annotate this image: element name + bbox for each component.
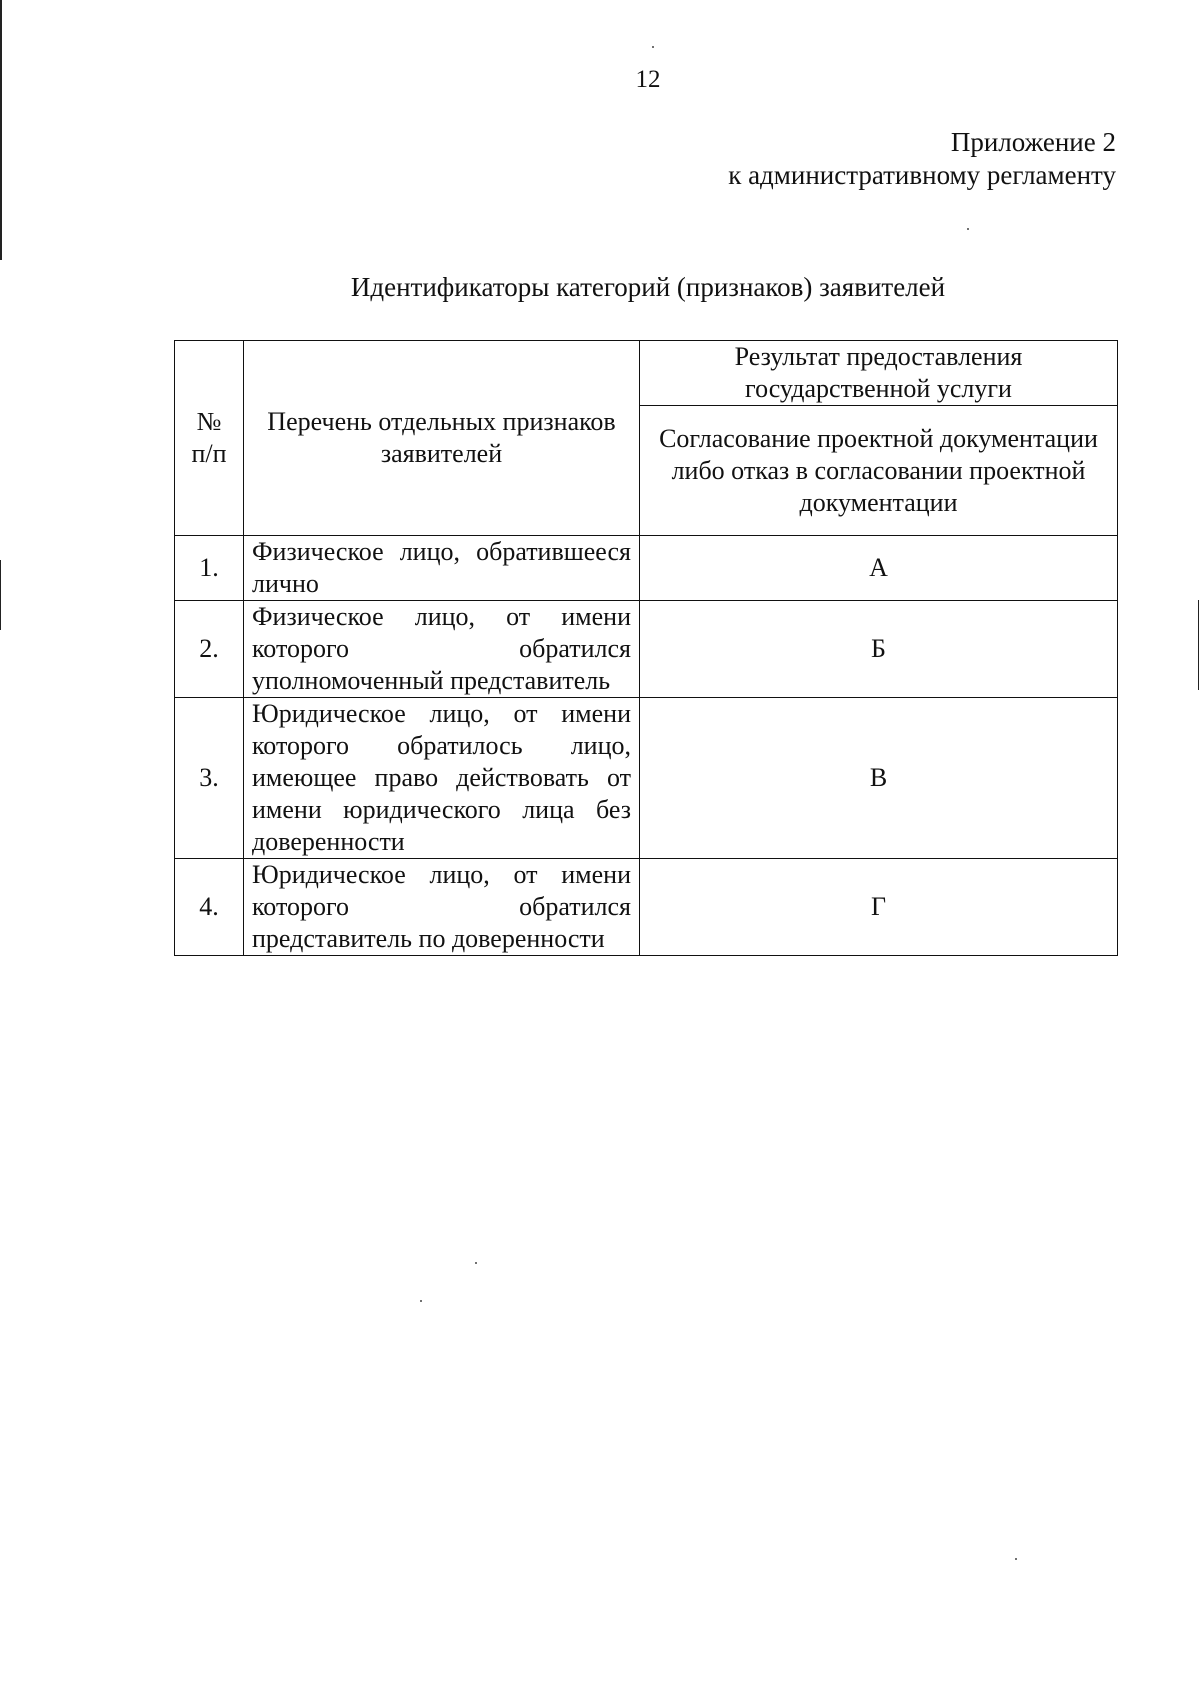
header-result-group: Результат предоставления государственной услуги xyxy=(640,341,1118,406)
row-number: 1. xyxy=(175,536,244,601)
scan-edge-line xyxy=(0,560,1,630)
table-row xyxy=(175,601,1118,698)
annex-reference: к административному регламенту xyxy=(728,160,1116,190)
row-number: 3. xyxy=(175,698,244,859)
page-number: 12 xyxy=(635,66,661,93)
scan-speck xyxy=(652,46,654,48)
header-number: № п/п xyxy=(175,341,244,536)
row-description: Юридическое лицо, от имени которого обратился представитель по доверенности xyxy=(244,859,640,956)
row-code: А xyxy=(640,536,1118,601)
scan-speck xyxy=(420,1300,422,1302)
identifiers-table xyxy=(174,340,1118,956)
scan-speck xyxy=(475,1262,477,1264)
table-header-row xyxy=(175,341,1118,406)
scan-speck xyxy=(967,228,969,230)
annex-label: Приложение 2 xyxy=(950,127,1116,157)
header-result-subcategory: Согласование проектной документации либо отказ в согласовании проектной документации xyxy=(640,406,1118,536)
row-description: Юридическое лицо, от имени которого обратилось лицо, имеющее право действовать от имени юридического лица без доверенности xyxy=(244,698,640,859)
document-title: Идентификаторы категорий (признаков) заявителей xyxy=(350,272,946,302)
table-row xyxy=(175,859,1118,956)
annex-heading xyxy=(728,126,1116,192)
row-description: Физическое лицо, обратившееся лично xyxy=(244,536,640,601)
row-code: Б xyxy=(640,601,1118,698)
row-description: Физическое лицо, от имени которого обратился уполномоченный представитель xyxy=(244,601,640,698)
row-number: 4. xyxy=(175,859,244,956)
row-code: Г xyxy=(640,859,1118,956)
row-number: 2. xyxy=(175,601,244,698)
header-description: Перечень отдельных признаков заявителей xyxy=(244,341,640,536)
scan-speck xyxy=(1015,1558,1017,1560)
table-row xyxy=(175,698,1118,859)
scan-edge-line xyxy=(1198,600,1199,690)
table-row xyxy=(175,536,1118,601)
scan-edge-line xyxy=(0,0,2,260)
row-code: В xyxy=(640,698,1118,859)
